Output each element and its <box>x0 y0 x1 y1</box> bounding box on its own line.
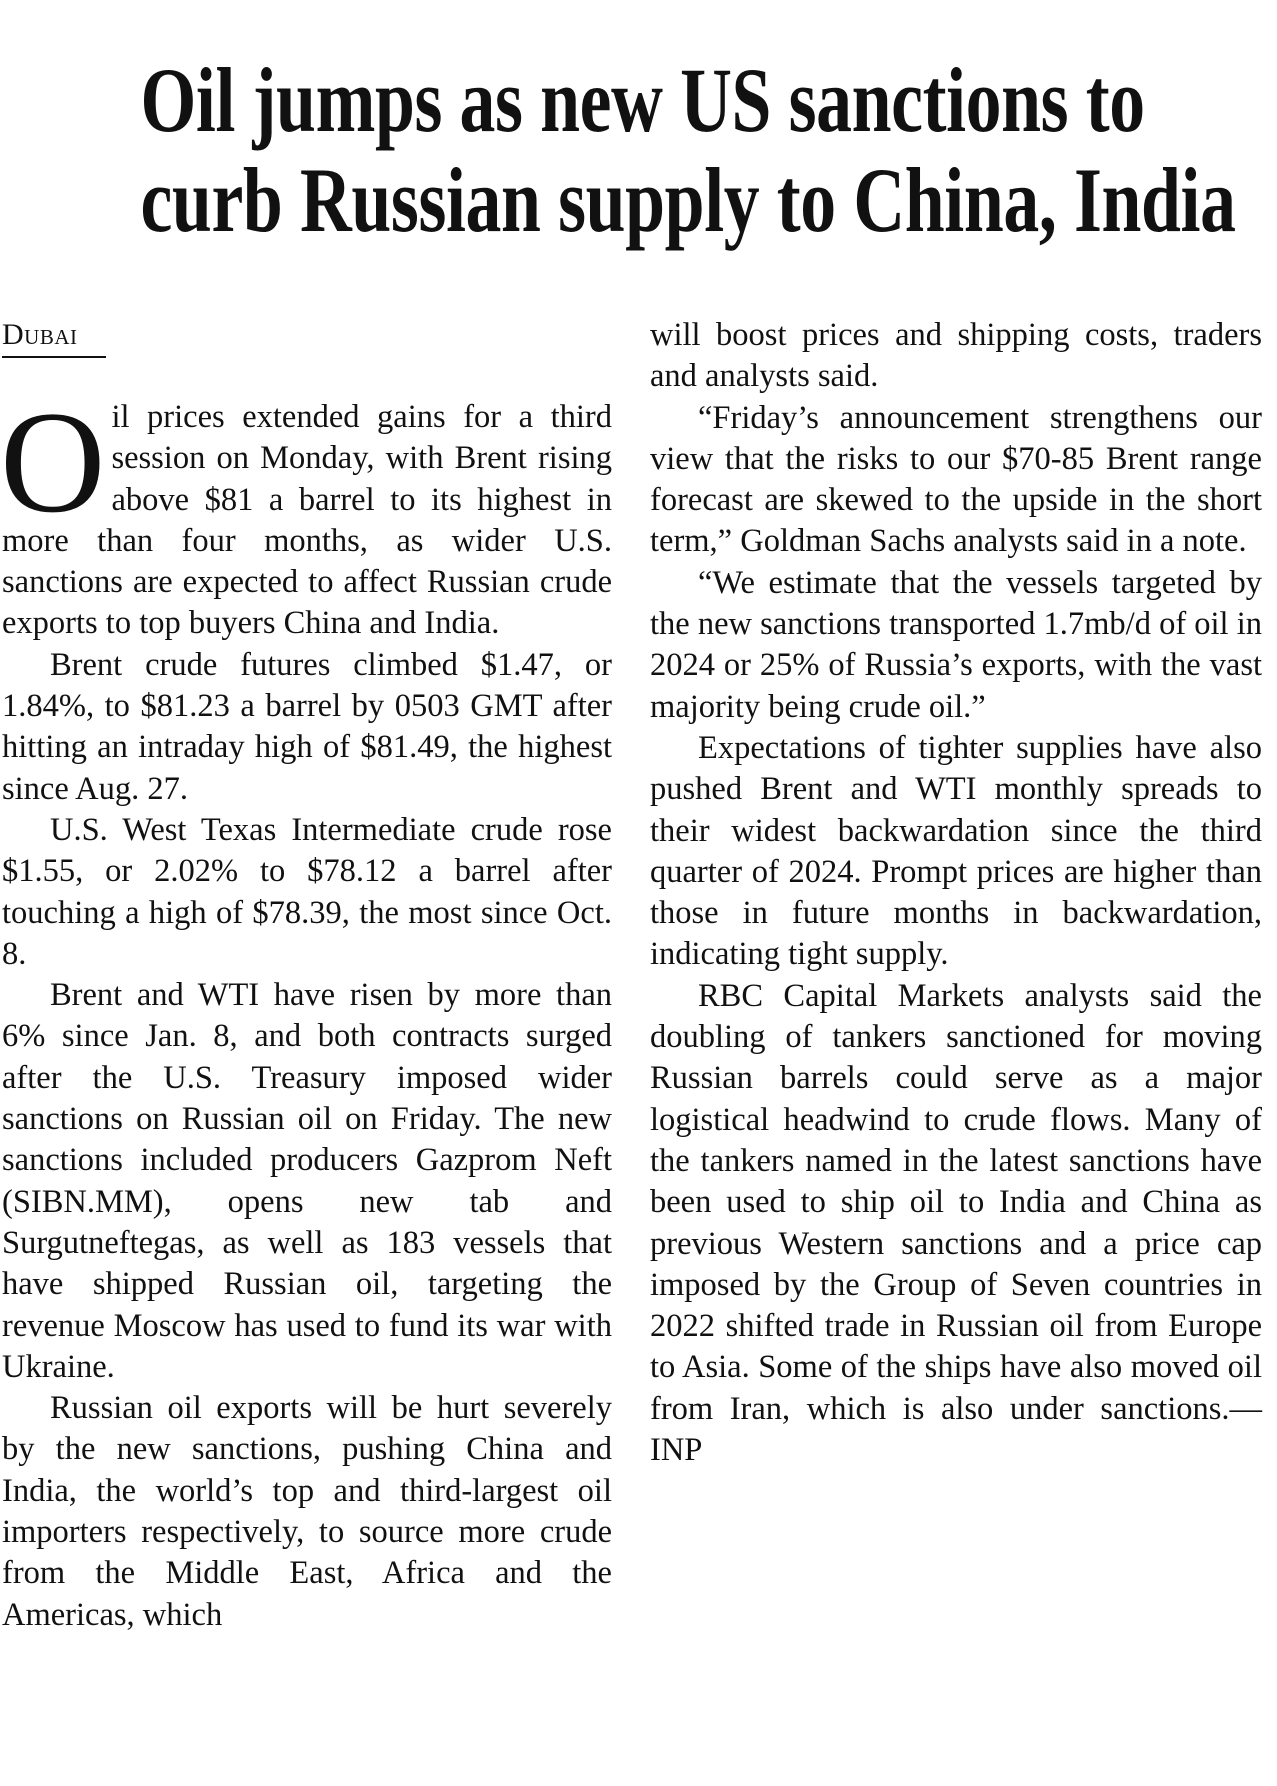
headline-line-2: curb Russian supply to China, India <box>140 149 1236 251</box>
article-column-right <box>650 315 1262 1471</box>
paragraph-7: “We estimate that the vessels targeted by the new sanctions transported 1.7mb/d of oil in 2024 or 25% of Russia’s exports, with the vast majority being crude oil.” <box>650 564 1262 725</box>
paragraph-6: “Friday’s announcement strengthens our view that the risks to our $70-85 Brent range forecast are skewed to the upside in the short term,” Goldman Sachs analysts said in a note. <box>650 399 1262 560</box>
paragraph-1-text: il prices extended gains for a third session on Monday, with Brent rising above $81 a barrel to its highest in more than four months, as wider U.S. sanctions are expected to affect Russian crude exports to top buyers China and India. <box>2 399 612 642</box>
headline-line-1: Oil jumps as new US sanctions to <box>140 49 1145 151</box>
paragraph-5: Russian oil exports will be hurt severely by the new sanctions, pushing China and India, the world’s top and third-largest oil importers respectively, to source more crude from the Middle East, Africa and the Americas, which <box>2 1390 612 1633</box>
paragraph-3: U.S. West Texas Intermediate crude rose $1.55, or 2.02% to $78.12 a barrel after touching a high of $78.39, the most since Oct. 8. <box>2 811 612 972</box>
paragraph-5-continued: will boost prices and shipping costs, traders and analysts said. <box>650 317 1262 395</box>
drop-cap: O <box>0 381 106 543</box>
paragraph-2: Brent crude futures climbed $1.47, or 1.84%, to $81.23 a barrel by 0503 GMT after hitting an intraday high of $81.49, the highest since Aug. 27. <box>2 646 612 807</box>
paragraph-4: Brent and WTI have risen by more than 6% since Jan. 8, and both contracts surged after the U.S. Treasury imposed wider sanctions on Russian oil on Friday. The new sanctions included producers Gazprom Neft (SIBN.MM), opens new tab and Surgutneftegas, as well as 183 vessels that have shipped Russian oil, targeting the revenue Moscow has used to fund its war with Ukraine. <box>2 977 612 1385</box>
dateline: Dubai <box>2 318 106 358</box>
article-column-left <box>0 381 612 1636</box>
paragraph-9: RBC Capital Markets analysts said the doubling of tankers sanctioned for moving Russian barrels could serve as a major logistical headwind to crude flows. Many of the tankers named in the latest sanctions have been used to ship oil to India and China as previous Western sanctions and a price cap imposed by the Group of Seven countries in 2022 shifted trade in Russian oil from Europe to Asia. Some of the ships have also moved oil from Iran, which is also under sanctions.—INP <box>650 977 1262 1469</box>
paragraph-8: Expectations of tighter supplies have also pushed Brent and WTI monthly spreads to their widest backwardation since the third quarter of 2024. Prompt prices are higher than those in future months in backwardation, indicating tight supply. <box>650 729 1262 973</box>
paragraph-1 <box>0 381 612 645</box>
headline <box>140 49 1236 251</box>
